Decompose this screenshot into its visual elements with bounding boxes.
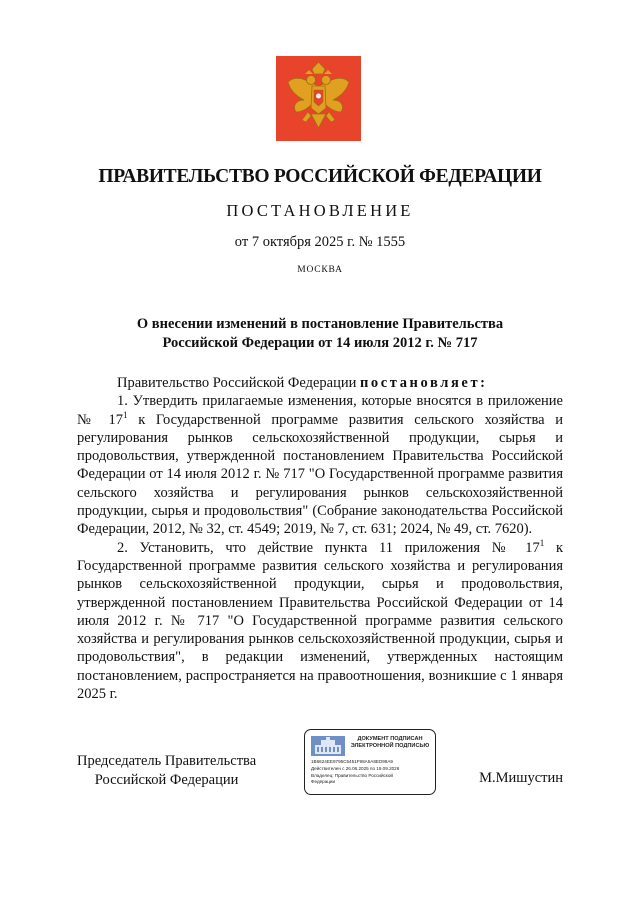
paragraph-1-end: к Государственной программе развития сельского хозяйства и регулирования рынков сельскохозяйственной продукции, сырья и продовольствия, утвержденной постановлением Правительства Российской Федерации от 14 июля 2012 г. № 717 "О Государственной программе развития сельского хозяйства и регулирования рынков сельскохозяйственной продукции, сырья и продовольствия" (Собрание законодательства Российской Федерации, 2012, № 32, ст. 4549; 2019, № 7, ст. 631; 2024, № 49, ст. 7620). xyxy=(77,411,563,538)
certificate-validity: Действителен с 26.06.2025 по 19.09.2026 xyxy=(311,766,400,771)
paragraph-2-end: к Государственной программе развития сельского хозяйства и регулирования рынков сельскохозяйственной продукции, сырья и продовольствия, утвержденной постановлением Правительства Российской Федерации от 14 июля 2012 г. № 717 "О Государственной программе развития сельского хозяйства и регулирования рынков сельскохозяйственной продукции, сырья и продовольствия", в редакции изменений, утвержденных настоящим постановлением, распространяется на правоотношения, возникшие с 1 января 2025 г. xyxy=(77,539,564,703)
signatory-position xyxy=(77,752,256,789)
paragraph-2-start: 2. Установить, что действие пункта 11 приложения № 17 xyxy=(117,539,540,556)
electronic-signature-stamp xyxy=(304,729,436,795)
subject-line-2: Российской Федерации от 14 июля 2012 г. № 717 xyxy=(162,335,478,351)
stamp-title-line-2: ЭЛЕКТРОННОЙ ПОДПИСЬЮ xyxy=(350,743,430,749)
intro-text: Правительство Российской Федерации xyxy=(117,375,360,391)
signatory-position-line-2: Российской Федерации xyxy=(94,771,239,788)
document-type: ПОСТАНОВЛЕНИЕ xyxy=(226,201,414,220)
certificate-serial: 1B6624EE9795C5451F98A5A8ED99A9 xyxy=(311,759,393,764)
paragraph-2 xyxy=(77,539,563,704)
certificate-owner-line-1: Владелец: Правительство Российской xyxy=(311,773,393,778)
decree-word: постановляет: xyxy=(359,375,488,391)
stamp-title-line-1: ДОКУМЕНТ ПОДПИСАН xyxy=(357,736,423,742)
document-date-number: от 7 октября 2025 г. № 1555 xyxy=(234,234,406,250)
signatory-name: М.Мишустин xyxy=(479,770,563,786)
signatory-position-line-1: Председатель Правительства xyxy=(77,753,257,769)
government-building-icon xyxy=(311,736,345,756)
document-subject xyxy=(0,315,640,353)
paragraph-1 xyxy=(77,392,563,538)
city-name: МОСКВА xyxy=(297,265,343,275)
government-title: ПРАВИТЕЛЬСТВО РОССИЙСКОЙ ФЕДЕРАЦИИ xyxy=(98,166,542,187)
intro-paragraph xyxy=(77,374,563,392)
document-body xyxy=(77,374,563,703)
subject-line-1: О внесении изменений в постановление Правительства xyxy=(136,316,504,332)
certificate-owner-line-2: Федерации xyxy=(311,779,336,784)
paragraph-1-superscript: 1 xyxy=(123,409,128,420)
paragraph-2-superscript: 1 xyxy=(539,537,545,548)
paragraph-1-start: 1. Утвердить прилагаемые изменения, которые вносятся в приложение № 17 xyxy=(77,393,563,428)
stamp-title xyxy=(347,736,433,750)
coat-of-arms-icon xyxy=(276,56,361,141)
